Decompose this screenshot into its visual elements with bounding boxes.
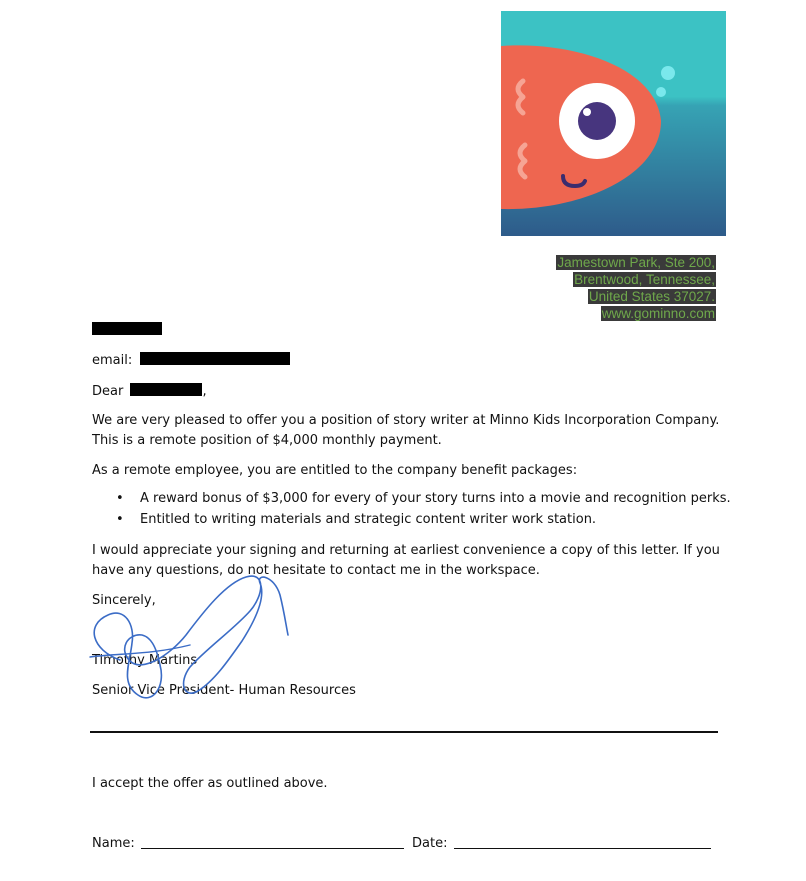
date-input-line[interactable] (454, 836, 711, 849)
list-item (116, 491, 731, 506)
offer-paragraph: We are very pleased to offer you a position of story writer at Minno Kids Incorporation Company. This is a remote position of $4,000 monthly payment. (92, 413, 720, 448)
email-line (92, 352, 290, 368)
bullet-icon: • (116, 512, 124, 527)
date-field[interactable] (412, 836, 711, 851)
company-address (556, 254, 716, 322)
section-divider (90, 731, 718, 733)
address-line-2: Brentwood, Tennessee, (574, 272, 715, 287)
email-redacted (140, 352, 290, 365)
address-line-1: Jamestown Park, Ste 200, (557, 255, 715, 270)
name-input-line[interactable] (141, 836, 404, 849)
closing-paragraph: I would appreciate your signing and returning at earliest convenience a copy of this letter. If you have any questions, do not hesitate to contact me in the workspace. (92, 543, 720, 578)
signer-name: Timothy Martins (92, 653, 198, 668)
benefits-intro: As a remote employee, you are entitled to the company benefit packages: (92, 463, 578, 478)
recipient-first-name-redacted (130, 383, 202, 396)
salutation-comma: , (202, 384, 207, 399)
list-item (116, 512, 596, 527)
signer-title: Senior Vice President- Human Resources (92, 683, 356, 698)
fish-logo-icon (501, 11, 726, 236)
acceptance-statement: I accept the offer as outlined above. (92, 776, 328, 791)
salutation-text: Dear (92, 384, 124, 399)
bullet-text: Entitled to writing materials and strategic content writer work station. (140, 512, 597, 527)
bullet-text: A reward bonus of $3,000 for every of your story turns into a movie and recognition perks. (140, 491, 731, 506)
website-link[interactable]: www.gominno.com (601, 306, 715, 321)
handwritten-signature (80, 565, 300, 710)
name-label: Name: (92, 836, 135, 851)
bullet-icon: • (116, 491, 124, 506)
recipient-name-redacted (92, 322, 162, 338)
closing: Sincerely, (92, 593, 156, 608)
address-line-3: United States 37027. (588, 289, 715, 304)
email-label: email: (92, 353, 133, 368)
date-label: Date: (412, 836, 448, 851)
name-field[interactable] (92, 836, 404, 851)
salutation (92, 383, 207, 399)
